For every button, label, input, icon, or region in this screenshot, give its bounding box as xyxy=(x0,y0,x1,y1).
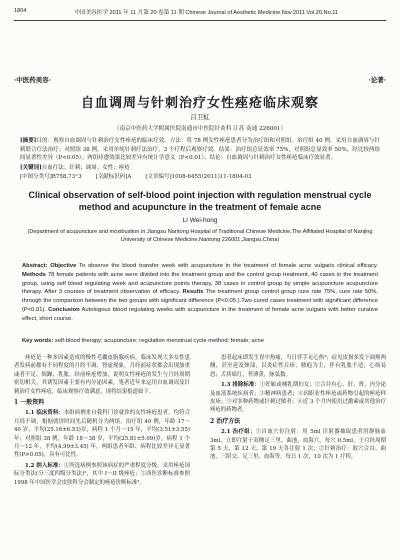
doc-code: [文献标识码]A xyxy=(95,174,132,180)
right-paragraph-1: 患者起床即发生胃中热痛，当日伴手足心热³；症见皮损多发于面颊两侧，甚至延及颈部，以炎症性丘疹、脓疱为主，伴有乳胀不适，心烦易怒；舌质暗红，苔薄黄，脉弦数。 xyxy=(210,355,386,378)
body-column-left xyxy=(14,354,190,489)
author-cn: 吕卫虹 xyxy=(190,113,210,121)
objective-label: Abstract: Objective xyxy=(22,263,77,269)
section-label-right: ·论著· xyxy=(368,76,386,84)
journal-line: 中国美容医学 2011 年 11 月第 20 卷第 11 期 Chinese Journal of Aesthetic Medicine.Nov.2011.Vol.20.No.11 xyxy=(74,10,339,16)
objective-text: To observe the blood transfer week with acupuncture in the treatment of female acne vulgaris clinical efficacy. xyxy=(79,263,378,269)
abstract-cn xyxy=(20,137,380,163)
heading-treatment: 2 治疗方法 xyxy=(210,417,241,425)
affiliation-cn: （南京中医药大学附属医院南通市中医院针灸科 江苏 南通 226001） xyxy=(113,126,287,132)
results-text: The treatment group control group cure rate 75%, cure rate 50%, through the comparison between the two groups with significant difference (P<0.05 ).Two cured cases treatment with significant difference (P<0.01). xyxy=(22,289,378,313)
keywords-cn-label: [关键词] xyxy=(20,165,42,171)
article-number: [文章编号]1008-6455(2011)11-1804-03 xyxy=(145,174,252,180)
author-en: LI Wei-hong xyxy=(182,217,218,224)
clc-number: [中图分类号]R758.73⁺3 xyxy=(20,174,82,180)
keywords-cn xyxy=(20,163,380,171)
methods-text: 78 female patients with acne were divided into the treatment group and the control group treatment, 40 cases in the treatment group, using self blood regulating week and acupuncture points therapy, 38 cases in control group by simple acupuncture acupuncture therapy. After 3 courses of treatment observation of efficacy. xyxy=(22,271,378,296)
inclusion-text: ①所选病例参照该病症的严重程度分级。采用痤疮国际分类法(分三度四级分类法)²，其中 I～II 级痤疮；②西医诊断标准参照 1998 年中国医学会皮肤科分会制定的痤疮诊断标准³。 xyxy=(14,462,190,486)
affiliation-en: (Department of acupuncture and moxibustion in Jiangsu Nantong Hospital of Traditional Chinese Medicine,The Affiliated Hospital of Nanjing University of Chinese Medicine,Nantong 226001,Jiangsu,China) xyxy=(27,229,373,243)
intro-paragraph: 痤疮是一种多因素造成的慢性毛囊皮脂腺疾病，临床发现大多女性患者发病前都有不同程度的月经不调、肾虚现象，月经前症状都会出现加重或者不足、烦躁、乳胀，经前痤疮增加，说明女性痤疮的发生与月经周期密切相关。其诱发因素主要有内分泌因素，笔者近年来运用自血调周及针刺治疗女性痤疮，临床观察疗效满意，现将结果报道如下。 xyxy=(14,355,190,395)
article-title-en: Clinical observation of self-blood point injection with regulation menstrual cycle method and acupuncture in the treatment of female acne xyxy=(28,190,372,212)
heading-exclusion: 1.3 排除标准： xyxy=(221,382,260,389)
heading-inclusion: 1.2 纳入标准： xyxy=(25,462,64,469)
classification-cn xyxy=(20,172,380,180)
abstract-cn-label: [摘要] xyxy=(20,138,37,144)
keywords-en xyxy=(22,338,378,344)
clinical-data-text: 本组病例来自我科门诊就诊的女性痤疮患者，均符合月经不调，根据就诊时间先后随机分为两组。治疗组 40 例，年龄 17～40 岁，平均(25.16±6.53)岁，病程 1 个月～15 年，平均(3.51±3.55)年；对照组 38 例，年龄 18～38 岁，平均(25.81±5.09)岁，病程 1 个月～12 年，平均(4.99±3.45) 年。两组患者年龄、病程比较差异无显著性(P>0.05)，具有可比性。 xyxy=(14,410,190,459)
treatment-group-text: ①自血穴位注射：用 5ml 注射器抽取患者肘静脉血 3ml，立即注射于双侧足三里、曲池、血海穴，每穴 0.5ml，于月经周期第 5 天、第 12 天、第 19 天各注射 1 次；②针刺治疗：取穴合谷、曲池、三阴交、足三里、血海等，每日 1 次，10 次为 1 疗程。 xyxy=(210,429,386,461)
conclusion-label: Conclusion xyxy=(48,306,80,313)
heading-clinical-data: 1.1 临床资料： xyxy=(25,410,64,417)
heading-general-info: 1 一般资料 xyxy=(14,399,45,407)
methods-label: Methods xyxy=(22,271,46,278)
section-label-left: ·中医药美容· xyxy=(14,76,52,84)
page-number: 1804 xyxy=(14,8,27,14)
exclusion-text: ①妊娠或哺乳期妇女；②合并有心、肝、肾、内分泌及血液系统疾病者；③精神病患者；④因职业性痤疮或药物引起的痤疮样皮疹；⑤对多种药物或针刺过敏者；⑥近 3 个月内使用过激素或其他治疗痤疮的药物者。 xyxy=(210,382,386,414)
abstract-en xyxy=(22,262,378,324)
keywords-en-label: Key words: xyxy=(22,338,54,344)
abstract-cn-text: 目的：观察自血调周与针刺治疗女性痤疮的临床疗效。方法：将 78 例女性痤疮患者分为治疗组和对照组。治疗组 40 例，采用自血调周与针刺联合疗法治疗；对照组 38 例，采用单纯针刺疗法治疗，3 个疗程后观察疗效。结果：治疗组总显效率 75%，对照组总显效率 50%，经比较两组间显著性差异（P<0.05）；两组痊愈效果比较差异有统计学意义（P<0.01）。结论：自血调周与针刺治疗女性痤疮临床疗效显著。 xyxy=(20,138,380,162)
results-label: Results xyxy=(182,289,204,296)
conclusion-text: Autologous blood regulating weeks with acupuncture in the treatment of female acne vulgaris with better curative effect, short course. xyxy=(22,306,378,322)
running-header xyxy=(14,8,386,21)
body-column-right xyxy=(210,354,386,464)
keywords-en-text: self-blood therapy; acupuncture; regulation menstrual cycle method; female; acne xyxy=(54,338,265,344)
keywords-cn-text: 自血疗法；针刺；调周；女性；痤疮 xyxy=(41,165,130,171)
heading-treatment-group: 2.1 治疗组： xyxy=(221,429,256,436)
article-title-cn: 自血调周与针刺治疗女性痤疮临床观察 xyxy=(80,96,319,111)
